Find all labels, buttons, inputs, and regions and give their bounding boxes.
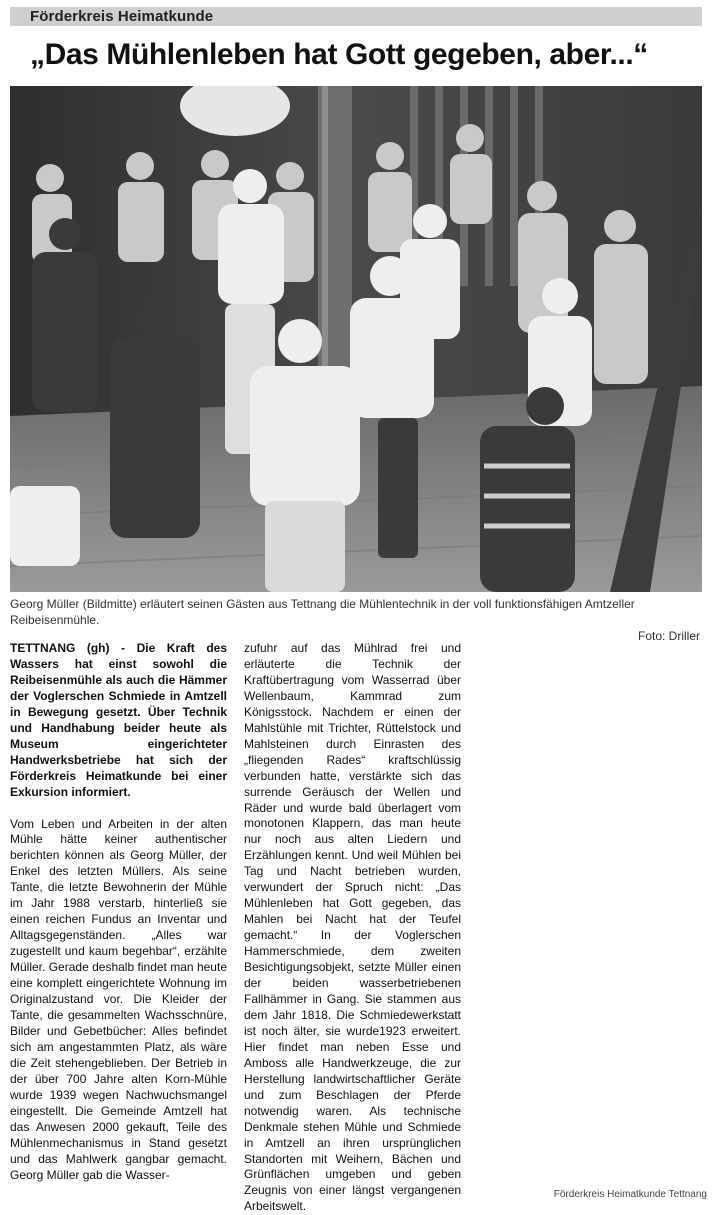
photo-credit: Foto: Driller [637,629,700,643]
source-footer: Förderkreis Heimatkunde Tettnang [553,1189,707,1200]
article-column-1 [10,641,227,1183]
photo-caption [10,596,700,644]
article-paragraph: zufuhr auf das Mühlrad frei und erläuterte die Technik der Kraftübertragung vom Wasserrad über Wellenbaum, Kammrad zum Königsstock. Nachdem er einen der Mahlstühle mit Trichter, Rüttelstock und Mahlsteinen durch Einrasten des „fliegenden Rades“ kraftschlüssig verbunden hatte, verstärkte sich das surrende Geräusch der Wellen und Räder und wurde bald überlagert vom monotonen Klappern, das man heute nur noch aus alten Liedern und Erzählungen kennt. Und weil Mühlen bei Tag und Nacht betrieben wurden, verwundert der Spruch nicht: „Das Mühlenleben hat Gott gegeben, das Mahlen bei Nacht hat der Teufel gemacht.“ In der Voglerschen Hammerschmiede, dem zweiten Besichtigungsobjekt, setzte Müller einen der beiden wasserbetriebenen Fallhämmer in Gang. Sie stammen aus dem Jahr 1818. Die Schmiedewerkstatt ist noch älter, sie wurde1923 erweitert. Hier findet man neben Esse und Amboss alle Handwerkzeuge, die zur Herstellung landwirtschaftlicher Geräte und zum Beschlagen der Pferde notwendig waren. Als technische Denkmale stehen Mühle und Schmiede in Amtzell an ihren ursprünglichen Standorten mit Weihern, Bächen und Grünflächen umgeben und geben Zeugnis von einer längst vergangenen Arbeitswelt. [244,641,461,1214]
photo-illustration [10,86,702,592]
article-paragraph: Vom Leben und Arbeiten in der alten Mühle hätte keiner authentischer berichten können als Georg Müller, der Enkel des letzten Müllers. Als seine Tante, die letzte Bewohnerin der Mühle im Jahr 1988 verstarb, hinterließ sie einen reichen Fundus an Inventar und Alltagsgegenständen. „Alles war zugestellt und kaum begehbar“, erzählte Müller. Gerade deshalb findet man heute eine komplett eingerichtete Wohnung im Originalzustand vor. Die Kleider der Tante, die gesammelten Wachsschnüre, Bilder und Gebetbücher: Alles befindet sich am angestammten Platz, als wäre die Zeit stehengeblieben. Der Betrieb in der über 700 Jahre alten Korn-Mühle wurde 1939 wegen Nachwuchsmangel eingestellt. Die Gemeinde Amtzell hat das Anwesen 2000 gekauft, Teile des Mühlenmechanismus in Stand gesetzt und das Mahlwerk gangbar gemacht. Georg Müller gab die Wasser- [10,816,227,1182]
article-lead: TETTNANG (gh) - Die Kraft des Wassers hat einst sowohl die Reibeisenmühle als auch die Hämmer der Voglerschen Schmiede in Amtzell in Bewegung gesetzt. Über Technik und Handhabung beider heute als Museum eingerichteter Handwerksbetriebe hat sich der Förderkreis Heimatkunde bei einer Exkursion informiert. [10,641,227,799]
article-column-2 [244,641,461,1215]
article-photo [10,86,702,592]
section-kicker: Förderkreis Heimatkunde [30,8,214,25]
caption-text: Georg Müller (Bildmitte) erläutert seinen Gästen aus Tettnang die Mühlentechnik in der voll funktionsfähigen Amtzeller Reibeisenmühle. [10,597,635,627]
article-headline: „Das Mühlenleben hat Gott gegeben, aber...“ [30,38,648,71]
